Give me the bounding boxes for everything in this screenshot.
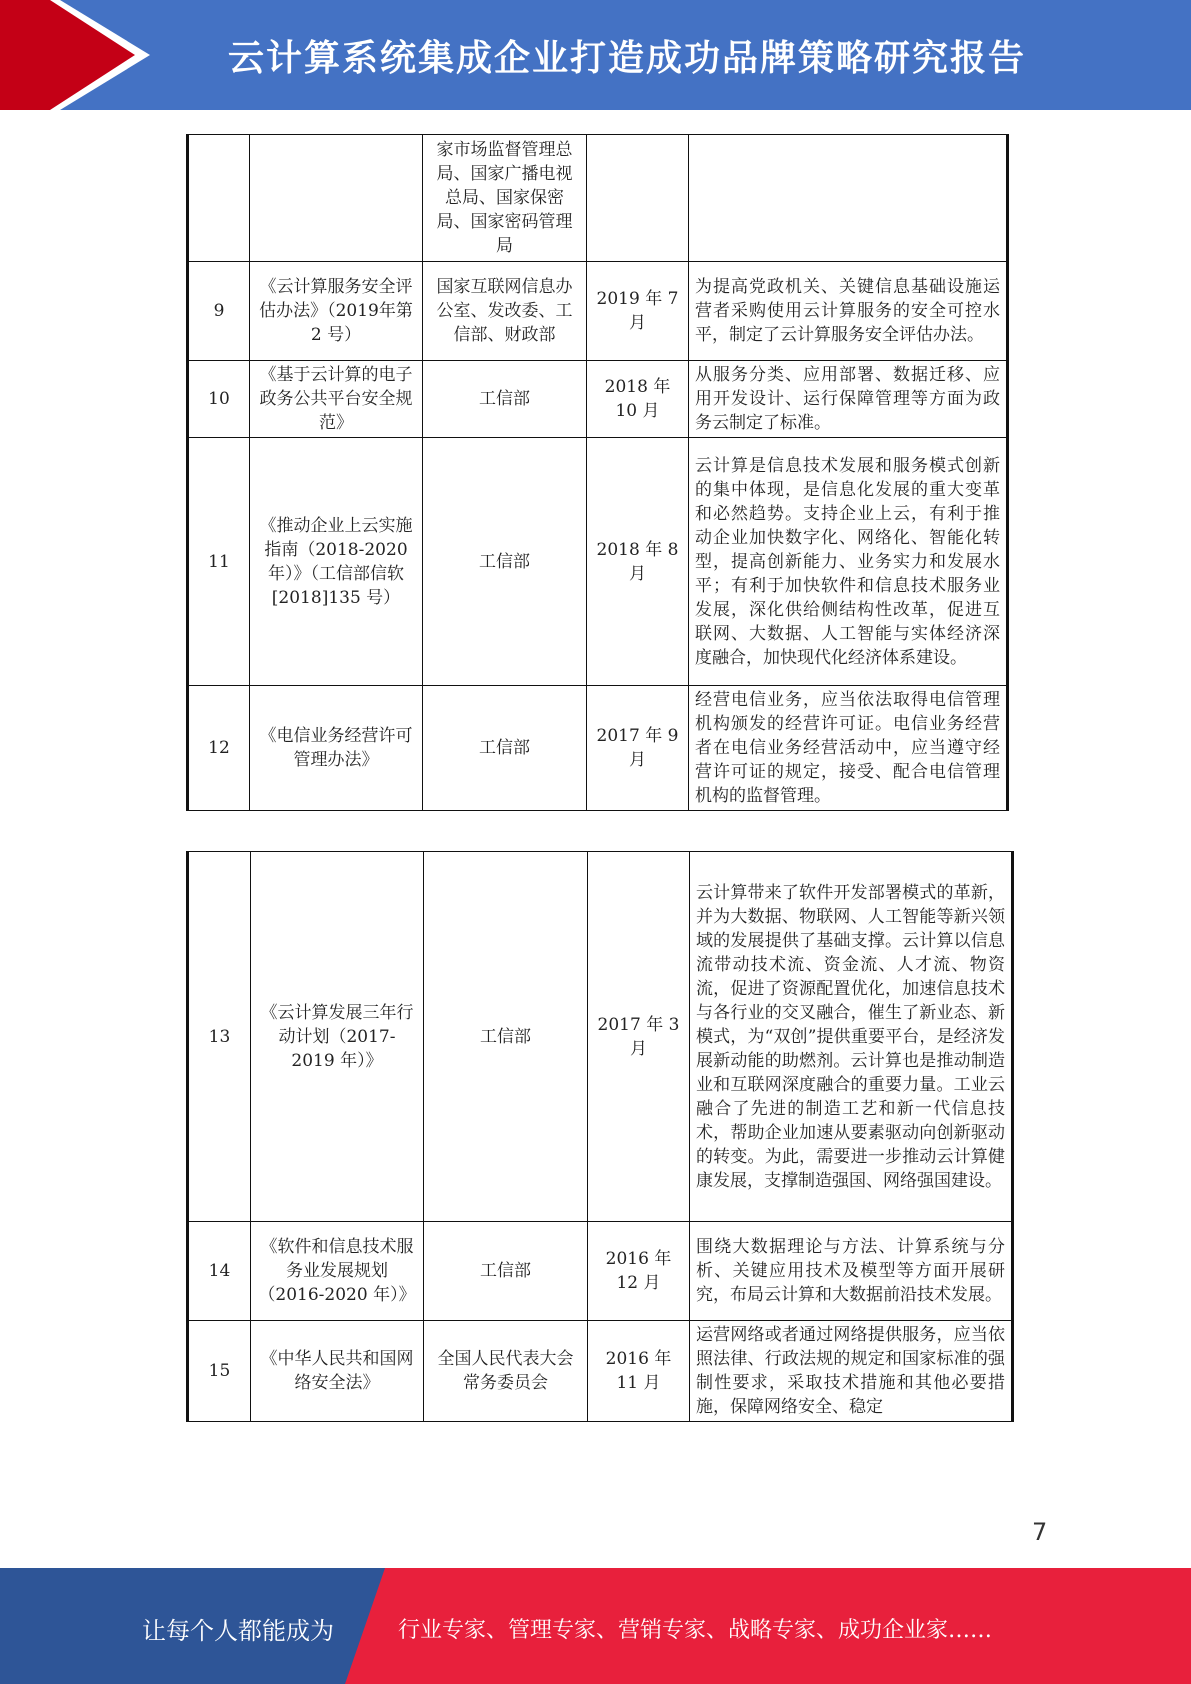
- cell-num: 14: [188, 1222, 251, 1321]
- page-number: 7: [1032, 1518, 1048, 1546]
- footer-slogan-right: 行业专家、管理专家、营销专家、战略专家、成功企业家……: [398, 1618, 993, 1643]
- cell-desc: 云计算是信息技术发展和服务模式创新的集中体现，是信息化发展的重大变革和必然趋势。支持企业上云，有利于推动企业加快数字化、网络化、智能化转型，提高创新能力、业务实力和发展水平；有利于加快软件和信息技术服务业发展，深化供给侧结构性改革，促进互联网、大数据、人工智能与实体经济深度融合，加快现代化经济体系建设。: [689, 438, 1008, 686]
- footer-slogan-left: 让每个人都能成为: [142, 1617, 334, 1645]
- cell-num: 13: [188, 852, 251, 1222]
- table-row: [188, 262, 1008, 361]
- cell-num: 10: [188, 361, 250, 438]
- cell-num: 15: [188, 1321, 251, 1422]
- cell-name: 《基于云计算的电子政务公共平台安全规范》: [250, 361, 423, 438]
- policy-table-2: [186, 851, 1014, 1422]
- cell-date: [587, 135, 689, 262]
- cell-name: [250, 135, 423, 262]
- cell-org: 全国人民代表大会常务委员会: [424, 1321, 588, 1422]
- cell-num: [188, 135, 250, 262]
- table-row: [188, 438, 1008, 686]
- cell-org: 工信部: [424, 1222, 588, 1321]
- cell-desc: 为提高党政机关、关键信息基础设施运营者采购使用云计算服务的安全可控水平，制定了云计算服务安全评估办法。: [689, 262, 1008, 361]
- cell-org: 工信部: [423, 361, 587, 438]
- table-row: [188, 1222, 1013, 1321]
- header-banner: [0, 0, 1191, 110]
- cell-name: 《推动企业上云实施指南（2018-2020 年）》（工信部信软[2018]135 号）: [250, 438, 423, 686]
- cell-org: 工信部: [424, 852, 588, 1222]
- cell-date: 2019 年 7 月: [587, 262, 689, 361]
- cell-date: 2018 年 8 月: [587, 438, 689, 686]
- table-row: [188, 686, 1008, 811]
- cell-date: 2016 年 11 月: [588, 1321, 690, 1422]
- red-arrow-decoration: [0, 0, 150, 110]
- cell-name: 《云计算服务安全评估办法》（2019年第 2 号）: [250, 262, 423, 361]
- table-row: [188, 135, 1008, 262]
- cell-date: 2017 年 9 月: [587, 686, 689, 811]
- cell-num: 11: [188, 438, 250, 686]
- cell-desc: 从服务分类、应用部署、数据迁移、应用开发设计、运行保障管理等方面为政务云制定了标准。: [689, 361, 1008, 438]
- cell-num: 9: [188, 262, 250, 361]
- cell-name: 《电信业务经营许可管理办法》: [250, 686, 423, 811]
- cell-desc: 云计算带来了软件开发部署模式的革新，并为大数据、物联网、人工智能等新兴领域的发展提供了基础支撑。云计算以信息流带动技术流、资金流、人才流、物资流，促进了资源配置优化，加速信息技术与各行业的交叉融合，催生了新业态、新模式，为“双创”提供重要平台，是经济发展新动能的助燃剂。云计算也是推动制造业和互联网深度融合的重要力量。工业云融合了先进的制造工艺和新一代信息技术，帮助企业加速从要素驱动向创新驱动的转变。为此，需要进一步推动云计算健康发展，支撑制造强国、网络强国建设。: [690, 852, 1013, 1222]
- report-title: 云计算系统集成企业打造成功品牌策略研究报告: [228, 38, 1027, 79]
- cell-date: 2018 年 10 月: [587, 361, 689, 438]
- footer-banner: [0, 1568, 1191, 1684]
- cell-num: 12: [188, 686, 250, 811]
- cell-org: 工信部: [423, 686, 587, 811]
- cell-desc: 经营电信业务，应当依法取得电信管理机构颁发的经营许可证。电信业务经营者在电信业务经营活动中，应当遵守经营许可证的规定，接受、配合电信管理机构的监督管理。: [689, 686, 1008, 811]
- cell-org: 国家互联网信息办公室、发改委、工信部、财政部: [423, 262, 587, 361]
- cell-date: 2017 年 3 月: [588, 852, 690, 1222]
- table-row: [188, 1321, 1013, 1422]
- table-row: [188, 852, 1013, 1222]
- cell-desc: 围绕大数据理论与方法、计算系统与分析、关键应用技术及模型等方面开展研究，布局云计算和大数据前沿技术发展。: [690, 1222, 1013, 1321]
- cell-desc: 运营网络或者通过网络提供服务，应当依照法律、行政法规的规定和国家标准的强制性要求，采取技术措施和其他必要措施，保障网络安全、稳定: [690, 1321, 1013, 1422]
- table-row: [188, 361, 1008, 438]
- policy-table-1: [186, 134, 1009, 811]
- cell-org: 工信部: [423, 438, 587, 686]
- cell-desc: [689, 135, 1008, 262]
- cell-date: 2016 年 12 月: [588, 1222, 690, 1321]
- cell-name: 《云计算发展三年行动计划（2017-2019 年）》: [251, 852, 424, 1222]
- cell-name: 《中华人民共和国网络安全法》: [251, 1321, 424, 1422]
- cell-org: 家市场监督管理总局、国家广播电视总局、国家保密局、国家密码管理局: [423, 135, 587, 262]
- cell-name: 《软件和信息技术服务业发展规划（2016-2020 年）》: [251, 1222, 424, 1321]
